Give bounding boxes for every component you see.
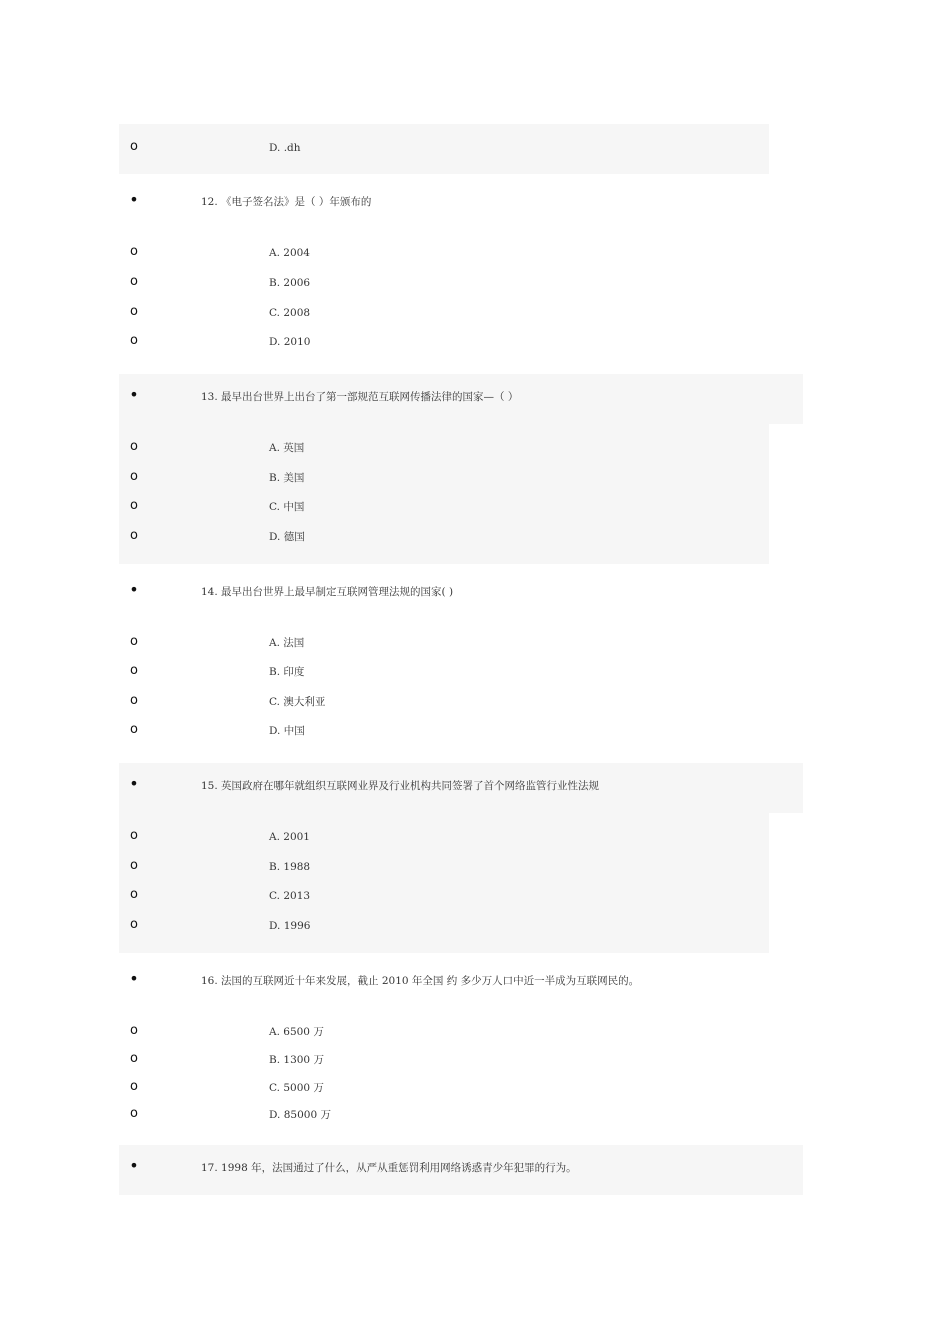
option-label: B. 1988 <box>269 861 311 873</box>
option-label: C. 5000 万 <box>269 1082 324 1094</box>
question-bullet-icon: • <box>129 385 139 404</box>
shaded-band <box>119 424 769 564</box>
option-marker-icon[interactable]: o <box>130 304 138 319</box>
option-marker-icon[interactable]: o <box>130 693 138 708</box>
option-label: B. 1300 万 <box>269 1054 324 1066</box>
option-label: A. 法国 <box>269 637 305 649</box>
question-bullet-icon: • <box>129 580 139 599</box>
option-label: D. .dh <box>269 142 301 154</box>
option-label: A. 2001 <box>269 831 310 843</box>
option-marker-icon[interactable]: o <box>130 1051 138 1066</box>
option-marker-icon[interactable]: o <box>130 887 138 902</box>
option-label: D. 1996 <box>269 920 311 932</box>
option-label: B. 美国 <box>269 472 305 484</box>
option-label: A. 英国 <box>269 442 305 454</box>
option-marker-icon[interactable]: o <box>130 917 138 932</box>
question-text: 16. 法国的互联网近十年来发展，截止 2010 年全国 约 多少万人口中近一半成为互联网民的。 <box>201 975 640 987</box>
option-label: C. 澳大利亚 <box>269 696 326 708</box>
option-label: D. 德国 <box>269 531 305 543</box>
option-marker-icon[interactable]: o <box>130 274 138 289</box>
option-label: C. 2013 <box>269 890 311 902</box>
option-marker-icon[interactable]: o <box>130 1079 138 1094</box>
question-text: 12. 《电子签名法》是（ ）年颁布的 <box>201 196 372 208</box>
option-label: D. 2010 <box>269 336 311 348</box>
option-label: C. 2008 <box>269 307 311 319</box>
question-bullet-icon: • <box>129 969 139 988</box>
option-marker-icon[interactable]: o <box>130 663 138 678</box>
shaded-band <box>119 813 769 953</box>
option-marker-icon[interactable]: o <box>130 244 138 259</box>
question-text: 14. 最早出台世界上最早制定互联网管理法规的国家( ) <box>201 586 454 598</box>
option-label: B. 2006 <box>269 277 311 289</box>
option-label: A. 2004 <box>269 247 310 259</box>
option-marker-icon[interactable]: o <box>130 469 138 484</box>
option-marker-icon[interactable]: o <box>130 1023 138 1038</box>
option-label: A. 6500 万 <box>269 1026 324 1038</box>
option-marker-icon[interactable]: o <box>130 634 138 649</box>
option-marker-icon[interactable]: o <box>130 139 138 154</box>
question-bullet-icon: • <box>129 774 139 793</box>
question-bullet-icon: • <box>129 1156 139 1175</box>
option-marker-icon[interactable]: o <box>130 439 138 454</box>
option-marker-icon[interactable]: o <box>130 858 138 873</box>
option-marker-icon[interactable]: o <box>130 333 138 348</box>
question-text: 17. 1998 年，法国通过了什么，从严从重惩罚利用网络诱惑青少年犯罪的行为。 <box>201 1162 577 1174</box>
option-label: C. 中国 <box>269 501 305 513</box>
option-marker-icon[interactable]: o <box>130 528 138 543</box>
option-marker-icon[interactable]: o <box>130 722 138 737</box>
option-label: B. 印度 <box>269 666 305 678</box>
question-text: 15. 英国政府在哪年就组织互联网业界及行业机构共同签署了首个网络监管行业性法规 <box>201 780 600 792</box>
option-label: D. 中国 <box>269 725 305 737</box>
option-marker-icon[interactable]: o <box>130 498 138 513</box>
question-bullet-icon: • <box>129 190 139 209</box>
shaded-band <box>119 124 769 174</box>
option-label: D. 85000 万 <box>269 1109 331 1121</box>
option-marker-icon[interactable]: o <box>130 1106 138 1121</box>
option-marker-icon[interactable]: o <box>130 828 138 843</box>
question-text: 13. 最早出台世界上出台了第一部规范互联网传播法律的国家—（ ） <box>201 391 519 403</box>
